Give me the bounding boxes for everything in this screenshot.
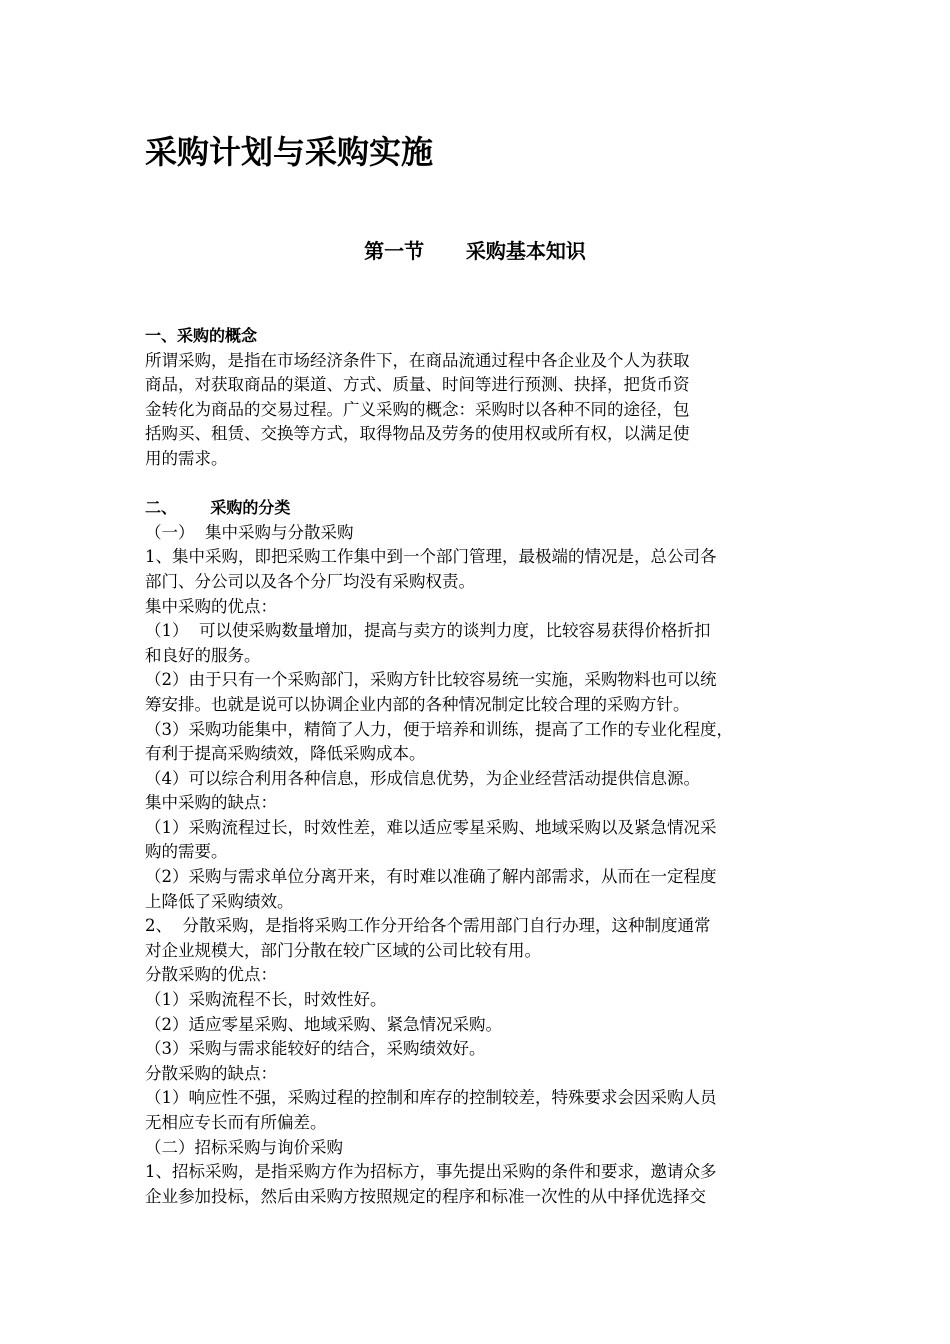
body-line: （3）采购与需求能较好的结合，采购绩效好。 — [145, 1039, 486, 1059]
heading-concept: 一、采购的概念 — [145, 326, 258, 345]
body-line: 企业参加投标，然后由采购方按照规定的程序和标准一次性的从中择优选择交 — [145, 1186, 706, 1206]
body-line: 有利于提高采购绩效，降低采购成本。 — [145, 744, 426, 764]
section-title: 第一节 采购基本知识 — [364, 239, 586, 263]
body-line: 1、招标采购，是指采购方作为招标方，事先提出采购的条件和要求，邀请众多 — [145, 1162, 717, 1182]
document-title: 采购计划与采购实施 — [145, 133, 434, 171]
body-line: （二）招标采购与询价采购 — [145, 1137, 343, 1157]
body-line: （一） 集中采购与分散采购 — [145, 522, 354, 542]
paragraph-line: 商品，对获取商品的渠道、方式、质量、时间等进行预测、抉择，把货币资 — [145, 375, 690, 395]
paragraph-line: 括购买、租赁、交换等方式，取得物品及劳务的使用权或所有权，以满足使 — [145, 424, 690, 444]
body-line: （1） 可以使采购数量增加，提高与卖方的谈判力度，比较容易获得价格折扣 — [145, 621, 711, 641]
classification-content — [145, 521, 825, 1210]
body-line: 部门、分公司以及各个分厂均没有采购权责。 — [145, 571, 475, 591]
body-line: （2）适应零星采购、地域采购、紧急情况采购。 — [145, 1014, 502, 1034]
paragraph-concept — [145, 349, 825, 472]
body-line: （2）采购与需求单位分离开来，有时难以准确了解内部需求，从而在一定程度 — [145, 867, 717, 887]
body-line: （3）采购功能集中，精简了人力，便于培养和训练，提高了工作的专业化程度， — [145, 719, 733, 739]
paragraph-gap — [145, 472, 825, 497]
body-line: 集中采购的优点： — [145, 596, 277, 616]
paragraph-line: 金转化为商品的交易过程。广义采购的概念：采购时以各种不同的途径，包 — [145, 399, 690, 419]
body-line: 和良好的服务。 — [145, 645, 261, 665]
body-line: 集中采购的缺点： — [145, 793, 277, 813]
body-line: 1、集中采购，即把采购工作集中到一个部门管理，最极端的情况是，总公司各 — [145, 547, 717, 567]
paragraph-line: 用的需求。 — [145, 448, 228, 468]
body-line: （2）由于只有一个采购部门，采购方针比较容易统一实施，采购物料也可以统 — [145, 670, 717, 690]
document-body — [145, 324, 825, 1209]
body-line: 无相应专长而有所偏差。 — [145, 1113, 327, 1132]
body-line: 购的需要。 — [145, 842, 228, 862]
body-line: （1）采购流程不长，时效性好。 — [145, 990, 387, 1010]
body-line: （1）响应性不强，采购过程的控制和库存的控制较差，特殊要求会因采购人员 — [145, 1088, 717, 1108]
body-line: 2、 分散采购，是指将采购工作分开给各个需用部门自行办理，这种制度通常 — [145, 916, 711, 936]
body-line: 分散采购的缺点： — [145, 1063, 277, 1083]
body-line: （4）可以综合利用各种信息，形成信息优势，为企业经营活动提供信息源。 — [145, 768, 700, 788]
body-line: 上降低了采购绩效。 — [145, 891, 294, 911]
body-line: （1）采购流程过长，时效性差，难以适应零星采购、地域采购以及紧急情况采 — [145, 817, 717, 837]
body-line: 筹安排。也就是说可以协调企业内部的各种情况制定比较合理的采购方针。 — [145, 694, 690, 714]
paragraph-line: 所谓采购，是指在市场经济条件下，在商品流通过程中各企业及个人为获取 — [145, 350, 690, 370]
heading-classification: 二、 采购的分类 — [145, 498, 291, 518]
body-line: 对企业规模大，部门分散在较广区域的公司比较有用。 — [145, 940, 541, 960]
body-line: 分散采购的优点： — [145, 965, 277, 985]
